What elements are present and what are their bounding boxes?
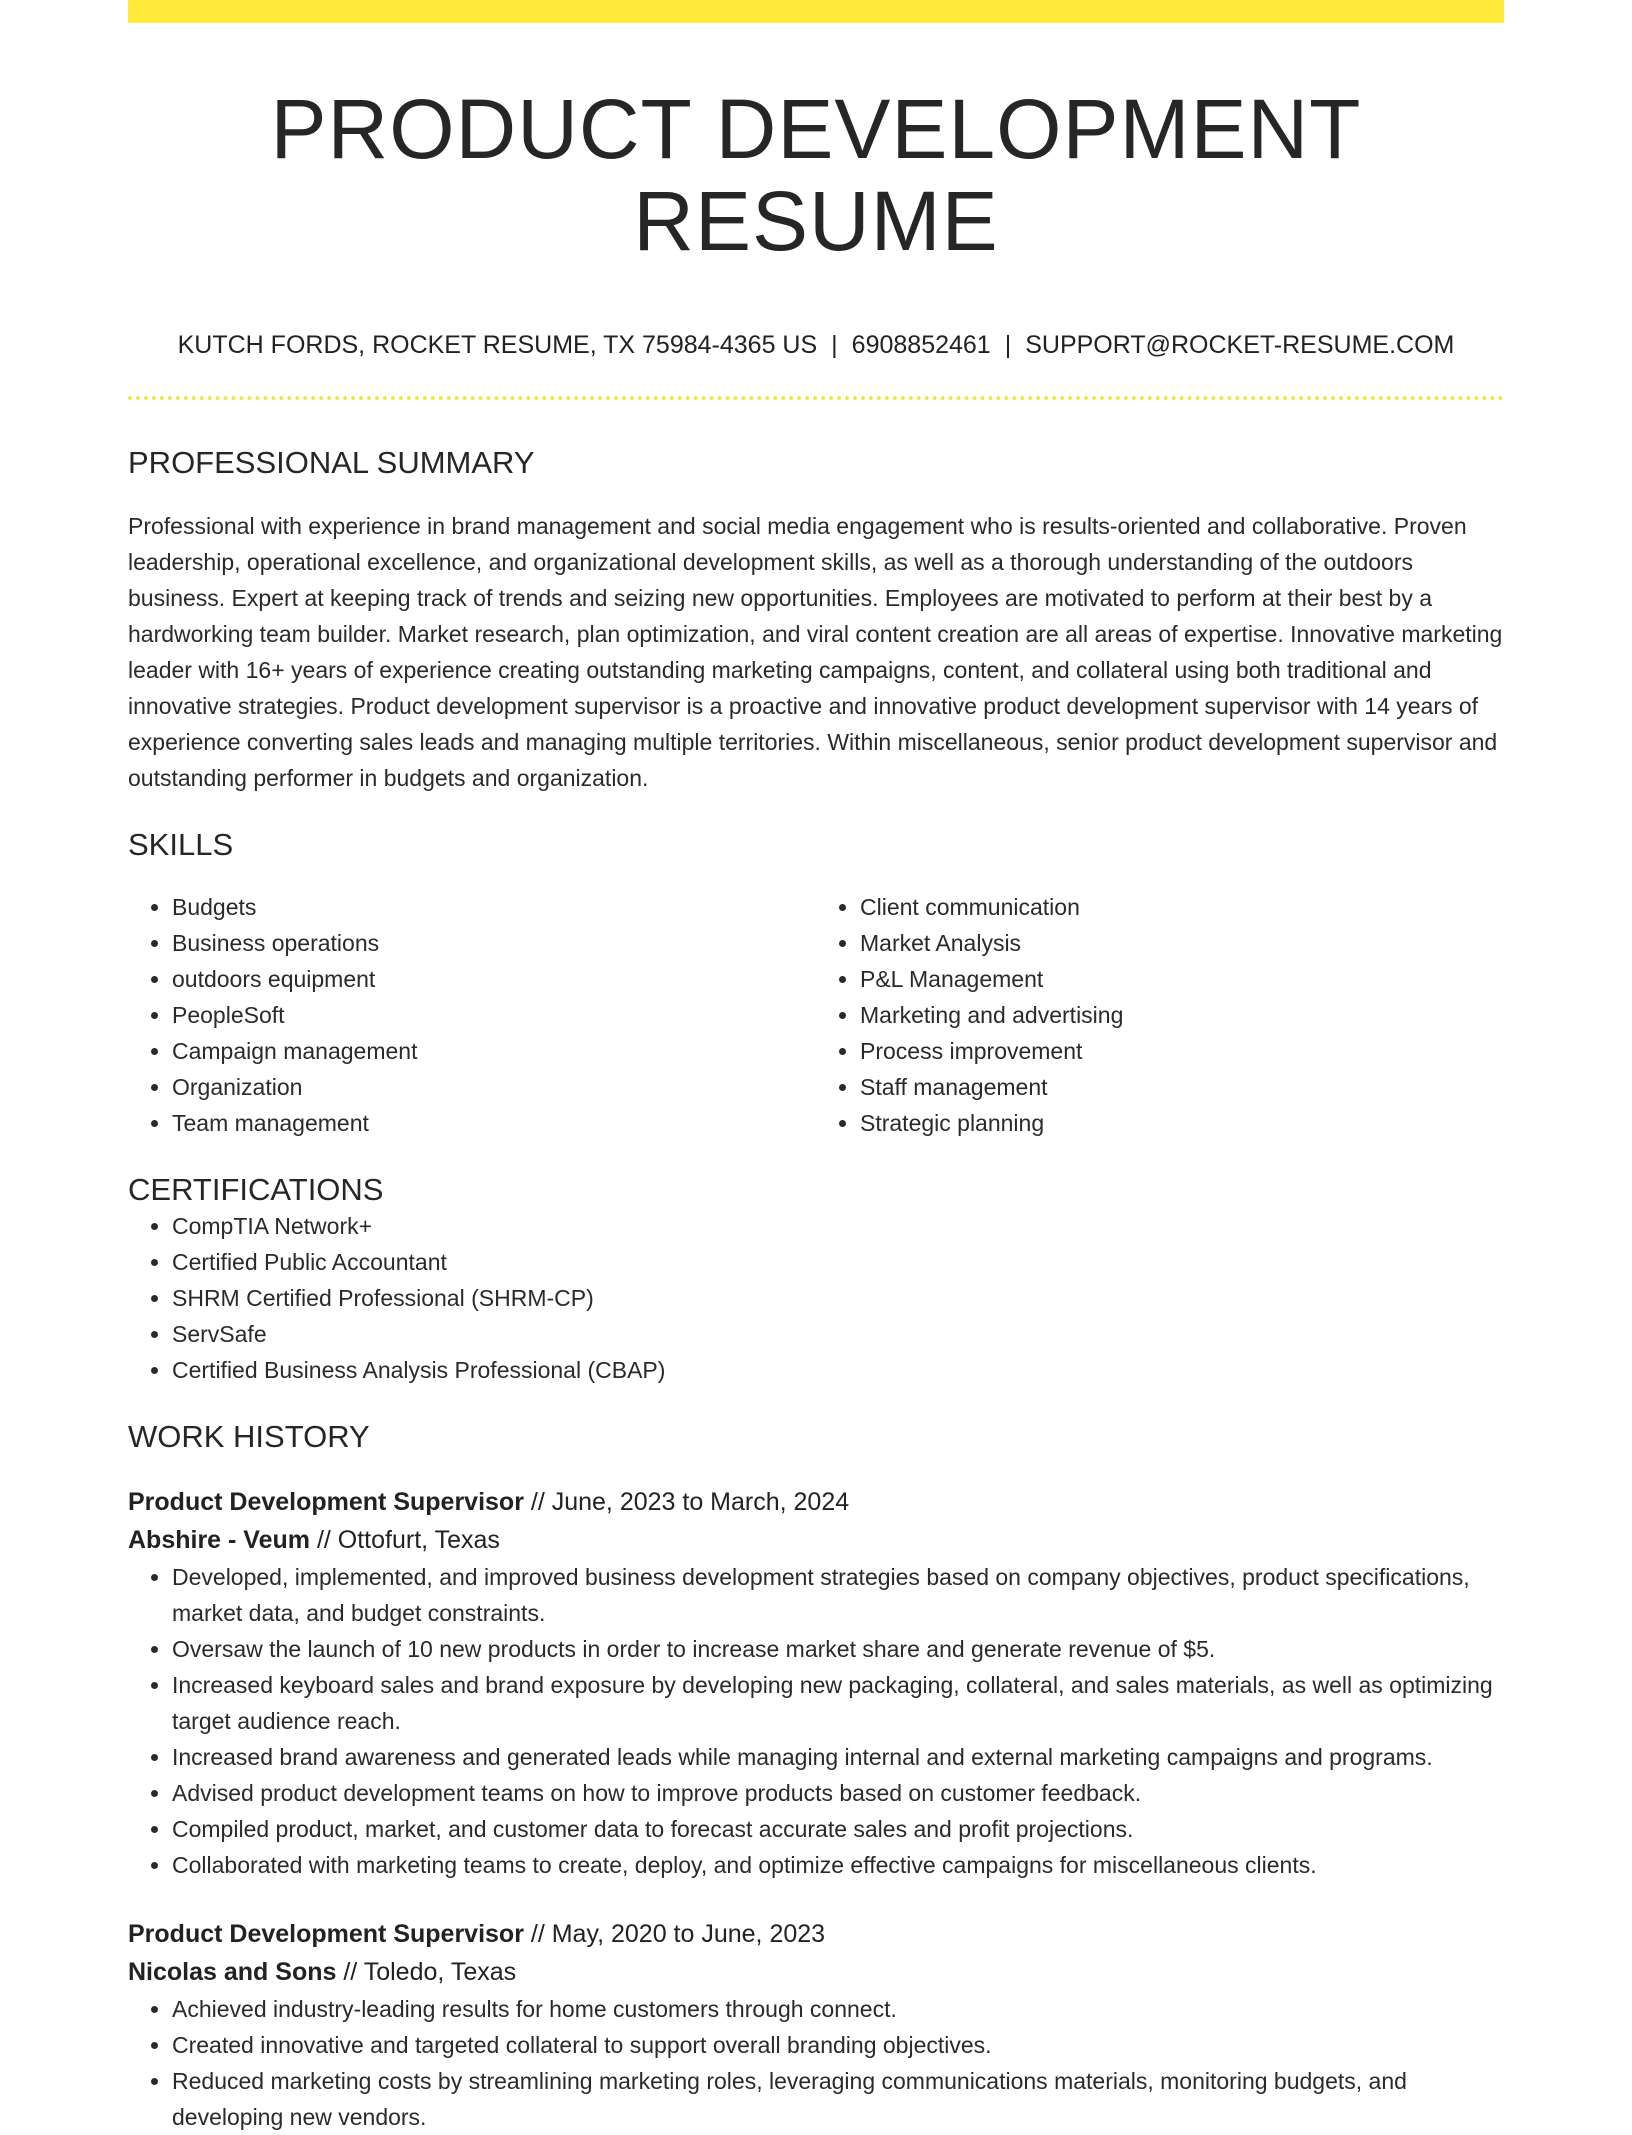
skill-item: • Business operations <box>172 925 816 961</box>
skill-item: • Budgets <box>172 889 816 925</box>
job-spacer <box>128 1883 1504 1915</box>
skills-list <box>128 889 1504 1141</box>
job-bullet: • Increased brand awareness and generated leads while managing internal and external marketing campaigns and programs. <box>172 1739 1504 1775</box>
job-company: Abshire - Veum <box>128 1525 310 1554</box>
summary-text: Professional with experience in brand management and social media engagement who is results-oriented and collaborative. Proven leadership, operational excellence, and organizational development skills, as well as a thorough understanding of the outdoors business. Expert at keeping track of trends and seizing new opportunities. Employees are motivated to perform at their best by a hardworking team builder. Market research, plan optimization, and viral content creation are all areas of expertise. Innovative marketing leader with 16+ years of experience creating outstanding marketing campaigns, content, and collateral using both traditional and innovative strategies. Product development supervisor is a proactive and innovative product development supervisor with 14 years of experience converting sales leads and managing multiple territories. Within miscellaneous, senior product development supervisor and outstanding performer in budgets and organization. <box>128 512 1503 791</box>
job-bullet: • Compiled product, market, and customer data to forecast accurate sales and profit projections. <box>172 1811 1504 1847</box>
job-company-line <box>128 1521 1504 1559</box>
skills-heading: SKILLS <box>128 826 234 862</box>
job-bullet: • Increased keyboard sales and brand exposure by developing new packaging, collateral, and sales materials, as well as optimizing target audience reach. <box>172 1667 1504 1739</box>
skill-item: • Market Analysis <box>860 925 1504 961</box>
skill-item: • PeopleSoft <box>172 997 816 1033</box>
contact-phone: 6908852461 <box>851 330 991 359</box>
job-bullet: • Collaborated with marketing teams to create, deploy, and optimize effective campaigns for miscellaneous clients. <box>172 1847 1504 1883</box>
job-bullet: • Achieved industry-leading results for home customers through connect. <box>172 1991 1504 2027</box>
job-entry <box>128 1483 1504 1559</box>
job-bullet: • Created innovative and targeted collateral to support overall branding objectives. <box>172 2027 1504 2063</box>
job-title-line <box>128 1483 1504 1521</box>
job-entry <box>128 1915 1504 1991</box>
job-company: Nicolas and Sons <box>128 1957 337 1986</box>
resume-title: PRODUCT DEVELOPMENT RESUME <box>270 82 1362 269</box>
skill-item: • Staff management <box>860 1069 1504 1105</box>
contact-email: SUPPORT@ROCKET-RESUME.COM <box>1025 330 1455 359</box>
certification-item: • SHRM Certified Professional (SHRM-CP) <box>172 1280 1504 1316</box>
resume-page <box>128 0 1504 2130</box>
skills-column-left <box>128 889 816 1141</box>
top-accent-bar <box>128 0 1504 23</box>
job-bullet-list <box>128 1991 1504 2135</box>
job-bullet: • Oversaw the launch of 10 new products in order to increase market share and generate revenue of $5. <box>172 1631 1504 1667</box>
contact-separator: | <box>831 330 838 359</box>
skill-item: • Strategic planning <box>860 1105 1504 1141</box>
job-bullet: • Developed, implemented, and improved business development strategies based on company objectives, product specifications, market data, and budget constraints. <box>172 1559 1504 1631</box>
job-bullet: • Advised product development teams on how to improve products based on customer feedback. <box>172 1775 1504 1811</box>
job-bullet-list <box>128 1559 1504 1883</box>
skills-column-right <box>816 889 1504 1141</box>
skill-item: • Marketing and advertising <box>860 997 1504 1033</box>
contact-address: KUTCH FORDS, ROCKET RESUME, TX 75984-4365 US <box>177 330 818 359</box>
header-divider <box>128 396 1504 400</box>
certification-item: • CompTIA Network+ <box>172 1208 1504 1244</box>
certification-item: • ServSafe <box>172 1316 1504 1352</box>
skill-item: • Client communication <box>860 889 1504 925</box>
summary-heading: PROFESSIONAL SUMMARY <box>128 444 535 480</box>
job-title: Product Development Supervisor <box>128 1919 524 1948</box>
skill-item: • Campaign management <box>172 1033 816 1069</box>
job-location: // Toledo, Texas <box>336 1957 517 1986</box>
certification-item: • Certified Public Accountant <box>172 1244 1504 1280</box>
skill-item: • Organization <box>172 1069 816 1105</box>
skill-item: • P&L Management <box>860 961 1504 997</box>
job-title: Product Development Supervisor <box>128 1487 524 1516</box>
contact-separator: | <box>1004 330 1012 359</box>
certification-item: • Certified Business Analysis Professional (CBAP) <box>172 1352 1504 1388</box>
work-history-heading: WORK HISTORY <box>128 1419 370 1455</box>
certifications-list <box>128 1208 1504 1388</box>
certifications-heading: CERTIFICATIONS <box>128 1172 384 1208</box>
job-dates: // June, 2023 to March, 2024 <box>523 1487 850 1516</box>
job-title-line <box>128 1915 1504 1953</box>
job-location: // Ottofurt, Texas <box>310 1525 500 1554</box>
job-bullet: • Reduced marketing costs by streamlining marketing roles, leveraging communications materials, monitoring budgets, and developing new vendors. <box>172 2063 1504 2135</box>
skill-item: • Team management <box>172 1105 816 1141</box>
contact-line <box>128 330 1504 360</box>
job-dates: // May, 2020 to June, 2023 <box>523 1919 826 1948</box>
skill-item: • outdoors equipment <box>172 961 816 997</box>
job-company-line <box>128 1953 1504 1991</box>
skill-item: • Process improvement <box>860 1033 1504 1069</box>
